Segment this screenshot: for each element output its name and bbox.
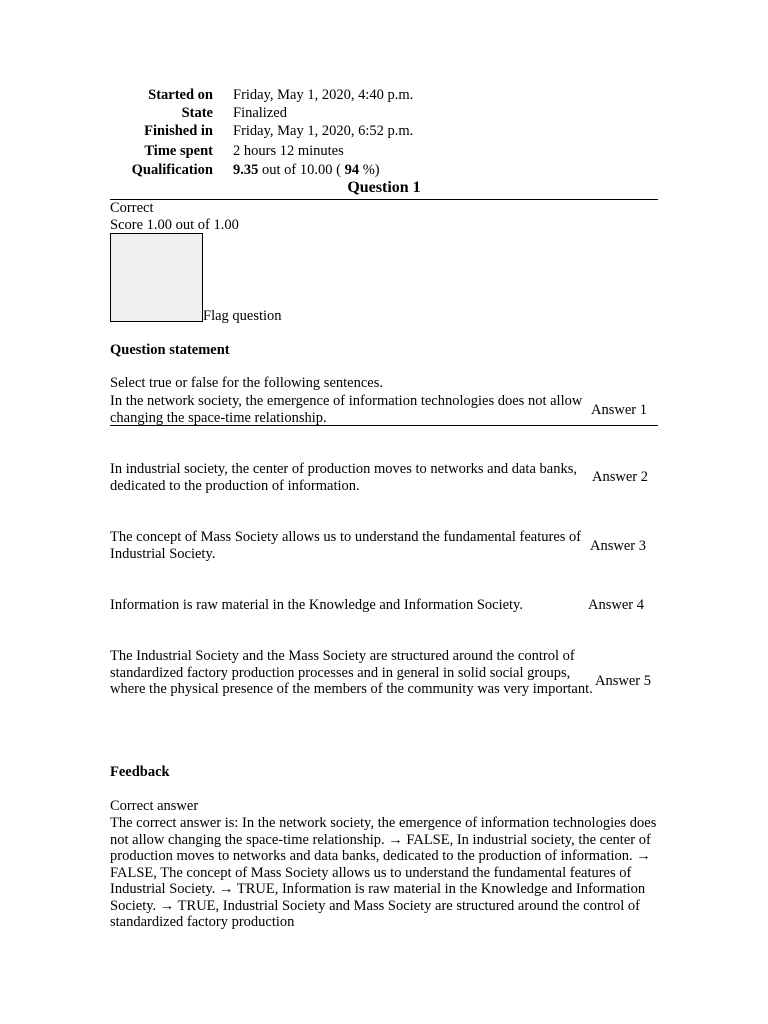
feedback-heading: Feedback	[110, 764, 170, 780]
correct-answer-label: Correct answer	[110, 798, 199, 814]
answer-5-select[interactable]: Answer 5	[595, 673, 651, 689]
summary-row-time-spent	[0, 143, 768, 161]
grade: 9.35	[233, 162, 259, 178]
statement-2: In industrial society, the center of production moves to networks and data banks, dedicated to the production of information.	[110, 461, 577, 494]
summary-value: Friday, May 1, 2020, 4:40 p.m.	[233, 87, 414, 103]
summary-label: Finished in	[144, 123, 213, 139]
answer-4-select[interactable]: Answer 4	[588, 597, 644, 613]
grade-value	[233, 162, 380, 179]
grade-percent-suffix: %)	[359, 162, 380, 178]
statement-5: The Industrial Society and the Mass Society are structured around the control of standardized factory production processes and in general in solid social groups, where the physical presence of the members of the community was very important.	[110, 648, 593, 697]
summary-value: Friday, May 1, 2020, 6:52 p.m.	[233, 123, 414, 139]
answer-2-select[interactable]: Answer 2	[592, 469, 648, 485]
summary-row-state	[0, 105, 768, 123]
summary-row-finished-in	[0, 123, 768, 141]
question-title: Question 1	[347, 179, 421, 196]
feedback-text: The correct answer is: In the network society, the emergence of information technologies does not allow changing the space-time relationship. → FALSE, In industrial society, the center of production moves to networks and data banks, dedicated to the production of information. → FALSE, The concept of Mass Society allows us to understand the fundamental features of Industrial Society. → TRUE, Information is raw material in the Knowledge and Information Society. → TRUE, Industrial Society and Mass Society are structured around the control of standardized factory production	[110, 815, 657, 930]
statement-4: Information is raw material in the Knowledge and Information Society.	[110, 597, 523, 613]
answer-1-select[interactable]: Answer 1	[591, 402, 647, 418]
summary-label: Started on	[148, 87, 213, 103]
summary-label: Time spent	[144, 143, 213, 159]
summary-value: Finalized	[233, 105, 287, 121]
summary-label: Qualification	[131, 162, 213, 178]
statement-3: The concept of Mass Society allows us to understand the fundamental features of Industrial Society.	[110, 529, 582, 562]
answer-3-select[interactable]: Answer 3	[590, 538, 646, 554]
statement-1: In the network society, the emergence of information technologies does not allow changing the space-time relationship.	[110, 393, 583, 426]
question-divider	[110, 199, 658, 200]
grade-percent: 94	[344, 162, 360, 178]
grade-out-of: out of 10.00 (	[258, 162, 345, 178]
summary-row-started-on	[0, 87, 768, 105]
question-statement-heading: Question statement	[110, 342, 230, 358]
summary-value: 2 hours 12 minutes	[233, 143, 344, 159]
question-status: Correct	[110, 200, 154, 216]
flag-question-link[interactable]: Flag question	[203, 308, 282, 324]
statement-divider	[110, 425, 658, 426]
question-score: Score 1.00 out of 1.00	[110, 217, 239, 233]
summary-row-qualification	[0, 162, 768, 180]
question-instruction: Select true or false for the following sentences.	[110, 375, 383, 391]
flag-question-icon[interactable]	[110, 233, 203, 322]
summary-label: State	[181, 105, 213, 121]
